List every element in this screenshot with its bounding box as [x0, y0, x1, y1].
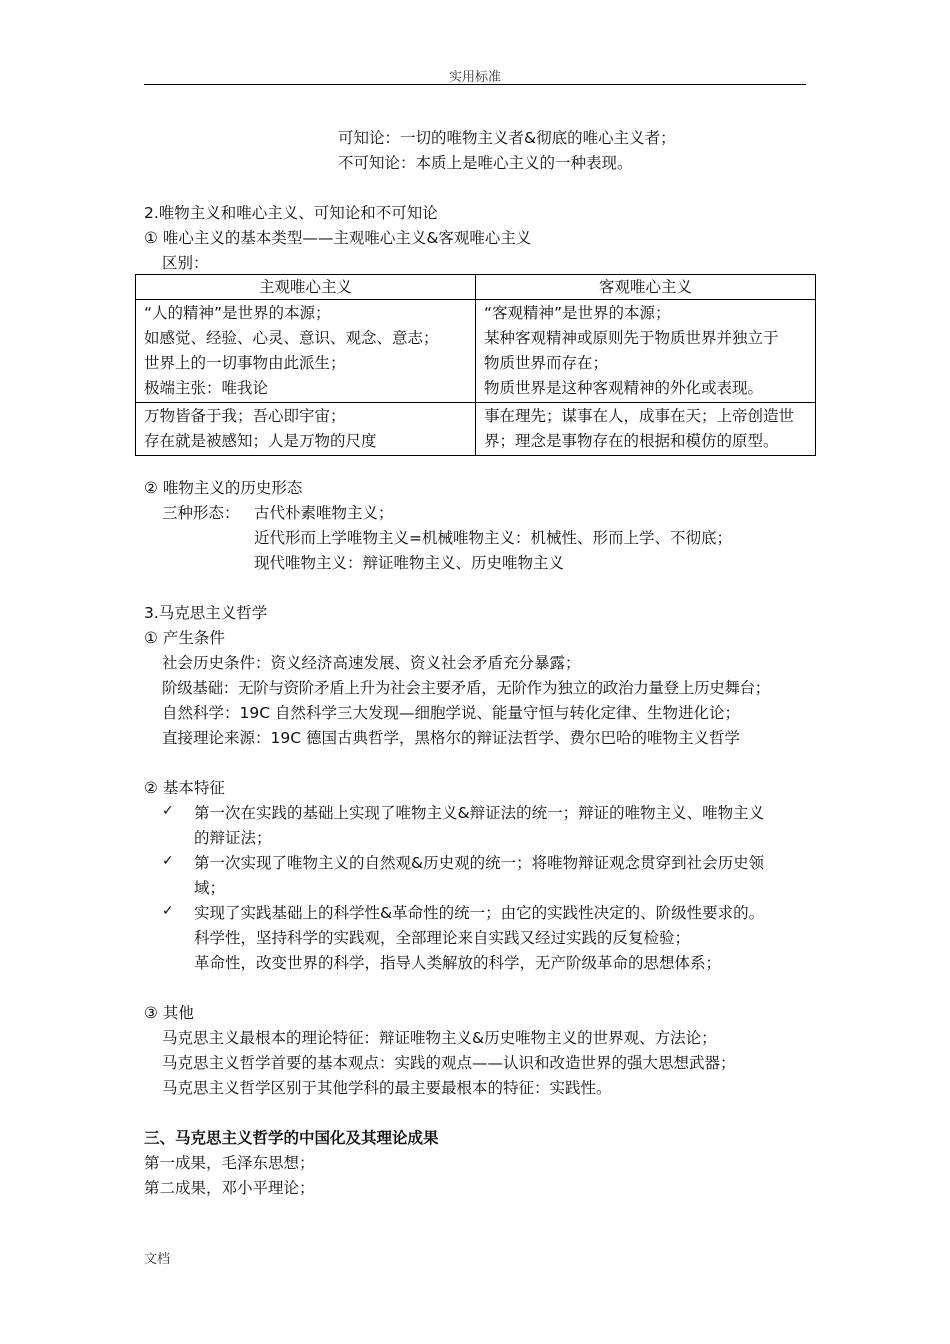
form-item: 现代唯物主义：辩证唯物主义、历史唯物主义	[254, 554, 565, 572]
table-header-row	[136, 275, 816, 300]
table-row	[136, 403, 816, 456]
feature-line: 第一次实现了唯物主义的自然观&历史观的统一；将唯物辩证观念贯穿到社会历史领	[194, 854, 765, 872]
section3-heading: 3.马克思主义哲学	[144, 604, 268, 622]
page-header: 实用标准	[448, 70, 501, 85]
condition-item: 阶级基础：无阶与资阶矛盾上升为社会主要矛盾，无阶作为独立的政治力量登上历史舞台；	[162, 679, 771, 697]
condition-item: 社会历史条件：资义经济高速发展、资义社会矛盾充分暴露；	[162, 654, 581, 672]
form-item: 近代形而上学唯物主义=机械唯物主义：机械性、形而上学、不彻底；	[254, 529, 732, 547]
cell-line: “客观精神”是世界的本源；	[484, 304, 671, 322]
achievement-item: 第一成果，毛泽东思想；	[144, 1154, 315, 1172]
table-header-cell: 主观唯心主义	[136, 275, 476, 300]
header-rule	[144, 84, 806, 85]
forms-label: 三种形态：	[162, 504, 240, 522]
condition-item: 直接理论来源：19C 德国古典哲学，黑格尔的辩证法哲学、费尔巴哈的唯物主义哲学	[162, 729, 740, 747]
other-item: 马克思主义哲学首要的基本观点：实践的观点——认识和改造世界的强大思想武器；	[162, 1054, 736, 1072]
section2-sub2: ② 唯物主义的历史形态	[144, 479, 303, 497]
cell-line: 物质世界是这种客观精神的外化或表现。	[484, 379, 764, 397]
achievement-item: 第二成果，邓小平理论；	[144, 1179, 315, 1197]
table-cell	[476, 403, 816, 456]
cell-line: 物质世界而存在；	[484, 354, 609, 372]
section2-sub1: ① 唯心主义的基本类型——主观唯心主义&客观唯心主义	[144, 229, 532, 247]
cell-line: 极端主张：唯我论	[144, 379, 269, 397]
section3-sub1: ① 产生条件	[144, 629, 225, 647]
check-icon: ✓	[162, 853, 174, 869]
other-item: 马克思主义哲学区别于其他学科的最主要最根本的特征：实践性。	[162, 1079, 612, 1097]
cell-line: 如感觉、经验、心灵、意识、观念、意志；	[144, 329, 439, 347]
form-item: 古代朴素唯物主义；	[254, 504, 394, 522]
other-item: 马克思主义最根本的理论特征：辩证唯物主义&历史唯物主义的世界观、方法论；	[162, 1029, 717, 1047]
section3-sub2: ② 基本特征	[144, 779, 225, 797]
feature-line: 科学性，坚持科学的实践观，全部理论来自实践又经过实践的反复检验；	[194, 929, 691, 947]
section-three-heading: 三、马克思主义哲学的中国化及其理论成果	[144, 1129, 439, 1147]
comparison-table	[135, 274, 816, 456]
section3-sub3: ③ 其他	[144, 1004, 194, 1022]
feature-line: 实现了实践基础上的科学性&革命性的统一；由它的实践性决定的、阶级性要求的。	[194, 904, 765, 922]
cell-line: 万物皆备于我；吾心即宇宙；	[144, 407, 346, 425]
intro-line-1: 可知论：一切的唯物主义者&彻底的唯心主义者；	[338, 129, 676, 147]
page-footer: 文档	[144, 1252, 171, 1267]
table-header-cell: 客观唯心主义	[476, 275, 816, 300]
feature-line: 革命性，改变世界的科学，指导人类解放的科学，无产阶级革命的思想体系；	[194, 954, 722, 972]
condition-item: 自然科学：19C 自然科学三大发现—细胞学说、能量守恒与转化定律、生物进化论；	[162, 704, 740, 722]
cell-line: 某种客观精神或原则先于物质世界并独立于	[484, 329, 779, 347]
check-icon: ✓	[162, 803, 174, 819]
table-row	[136, 300, 816, 403]
cell-line: 存在就是被感知；人是万物的尺度	[144, 432, 377, 450]
feature-line: 第一次在实践的基础上实现了唯物主义&辩证法的统一；辩证的唯物主义、唯物主义	[194, 804, 765, 822]
cell-line: 界；理念是事物存在的根据和模仿的原型。	[484, 432, 779, 450]
diff-label: 区别：	[162, 254, 209, 272]
cell-line: “人的精神”是世界的本源；	[144, 304, 331, 322]
table-cell	[136, 403, 476, 456]
cell-line: 事在理先；谋事在人，成事在天；上帝创造世	[484, 407, 795, 425]
intro-line-2: 不可知论：本质上是唯心主义的一种表现。	[338, 154, 633, 172]
cell-line: 世界上的一切事物由此派生；	[144, 354, 346, 372]
table-cell	[136, 300, 476, 403]
feature-line: 的辩证法；	[194, 829, 272, 847]
check-icon: ✓	[162, 903, 174, 919]
table-cell	[476, 300, 816, 403]
feature-line: 域；	[194, 879, 226, 897]
section2-heading: 2.唯物主义和唯心主义、可知论和不可知论	[144, 204, 438, 222]
